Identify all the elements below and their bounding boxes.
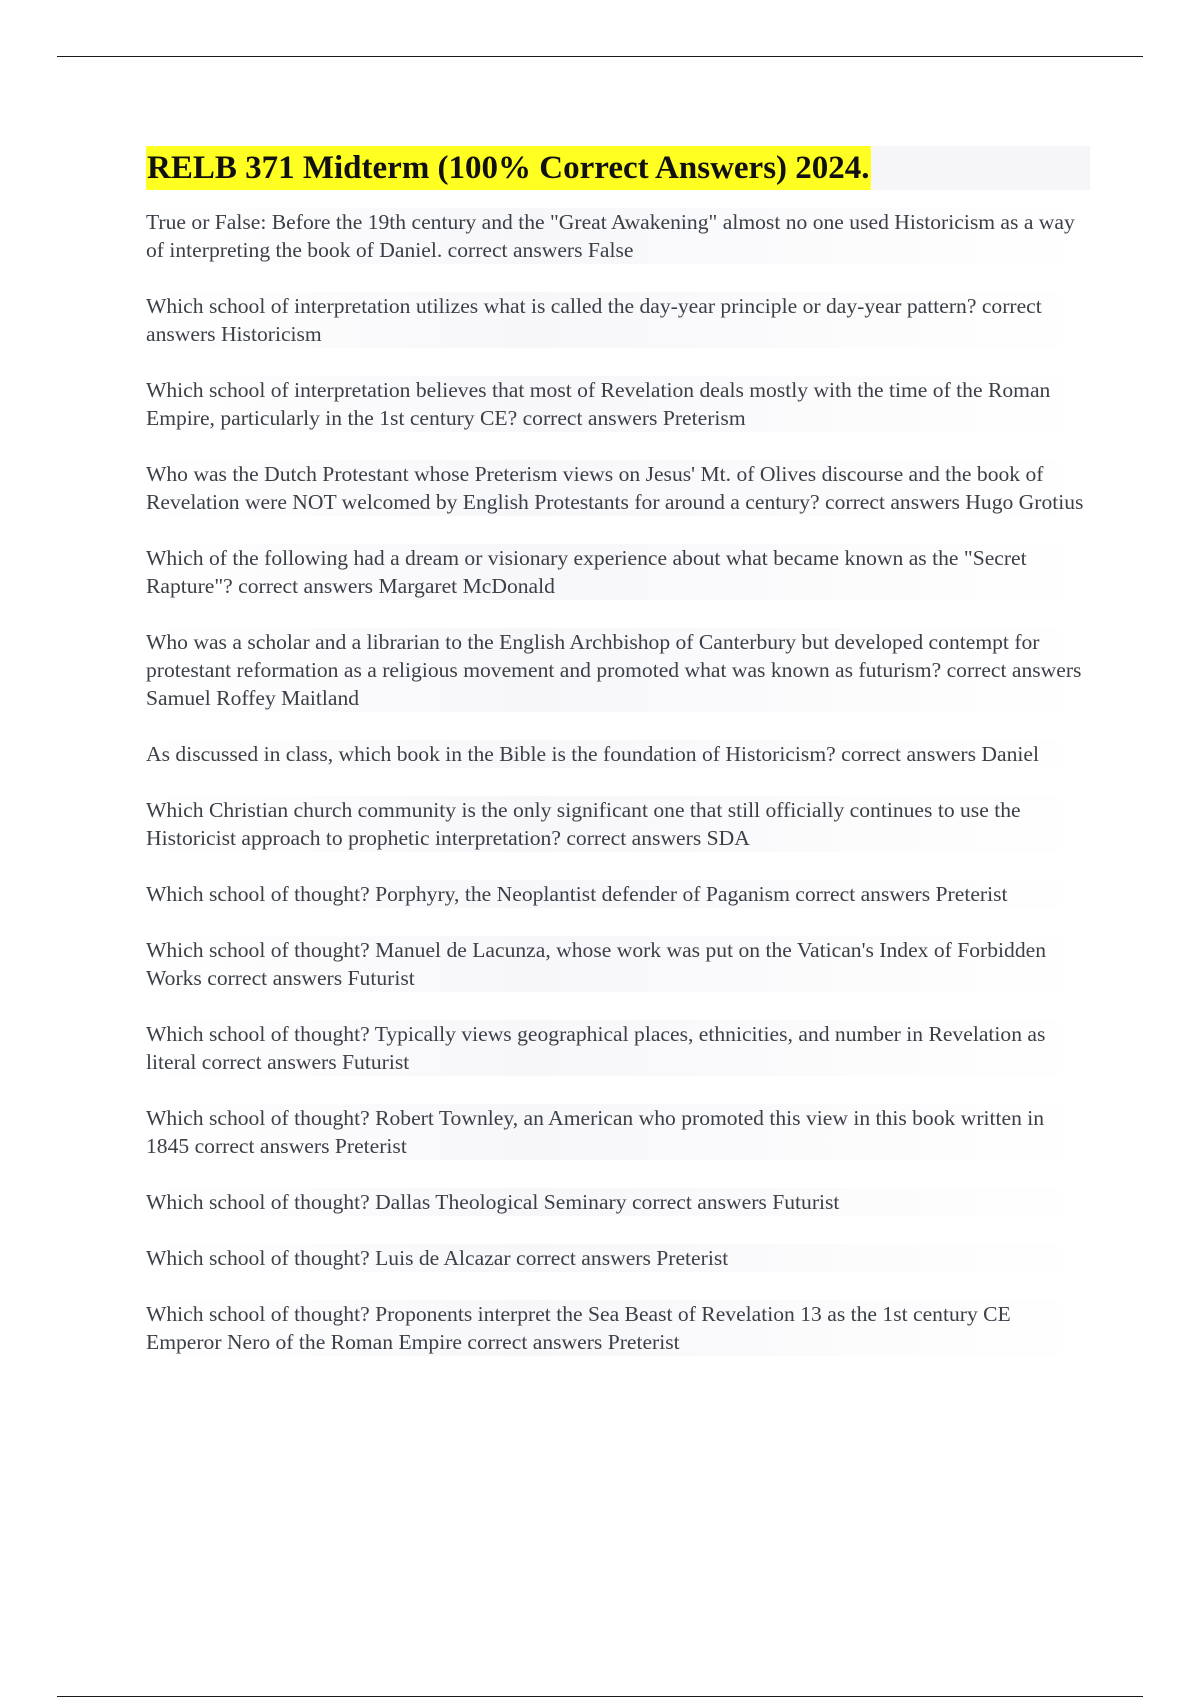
qa-entry: As discussed in class, which book in the Bible is the foundation of Historicism? correct answers Daniel — [146, 740, 1090, 768]
qa-entry: Which school of thought? Robert Townley, an American who promoted this view in this book written in 1845 correct answers Preterist — [146, 1104, 1090, 1160]
qa-entry: Which school of interpretation believes that most of Revelation deals mostly with the time of the Roman Empire, particularly in the 1st century CE? correct answers Preterism — [146, 376, 1090, 432]
qa-entry: Which school of thought? Luis de Alcazar correct answers Preterist — [146, 1244, 1090, 1272]
qa-entry: Who was the Dutch Protestant whose Preterism views on Jesus' Mt. of Olives discourse and the book of Revelation were NOT welcomed by English Protestants for around a century? correct answers Hugo Grotius — [146, 460, 1090, 516]
qa-entry: Which school of thought? Manuel de Lacunza, whose work was put on the Vatican's Index of Forbidden Works correct answers Futurist — [146, 936, 1090, 992]
title-band — [146, 146, 1090, 190]
qa-list — [146, 208, 1090, 1356]
document-body — [146, 146, 1090, 1384]
qa-entry: Who was a scholar and a librarian to the English Archbishop of Canterbury but developed contempt for protestant reformation as a religious movement and promoted what was known as futurism? correct answers Samuel Roffey Maitland — [146, 628, 1090, 712]
qa-entry: True or False: Before the 19th century and the "Great Awakening" almost no one used Historicism as a way of interpreting the book of Daniel. correct answers False — [146, 208, 1090, 264]
qa-entry: Which school of thought? Porphyry, the Neoplantist defender of Paganism correct answers Preterist — [146, 880, 1090, 908]
qa-entry: Which school of interpretation utilizes what is called the day-year principle or day-year pattern? correct answers Historicism — [146, 292, 1090, 348]
bottom-rule — [57, 1696, 1143, 1697]
top-rule — [57, 56, 1143, 57]
qa-entry: Which school of thought? Dallas Theological Seminary correct answers Futurist — [146, 1188, 1090, 1216]
document-title: RELB 371 Midterm (100% Correct Answers) 2024. — [146, 146, 871, 190]
qa-entry: Which of the following had a dream or visionary experience about what became known as the "Secret Rapture"? correct answers Margaret McDonald — [146, 544, 1090, 600]
qa-entry: Which school of thought? Typically views geographical places, ethnicities, and number in Revelation as literal correct answers Futurist — [146, 1020, 1090, 1076]
qa-entry: Which Christian church community is the only significant one that still officially continues to use the Historicist approach to prophetic interpretation? correct answers SDA — [146, 796, 1090, 852]
qa-entry: Which school of thought? Proponents interpret the Sea Beast of Revelation 13 as the 1st century CE Emperor Nero of the Roman Empire correct answers Preterist — [146, 1300, 1090, 1356]
